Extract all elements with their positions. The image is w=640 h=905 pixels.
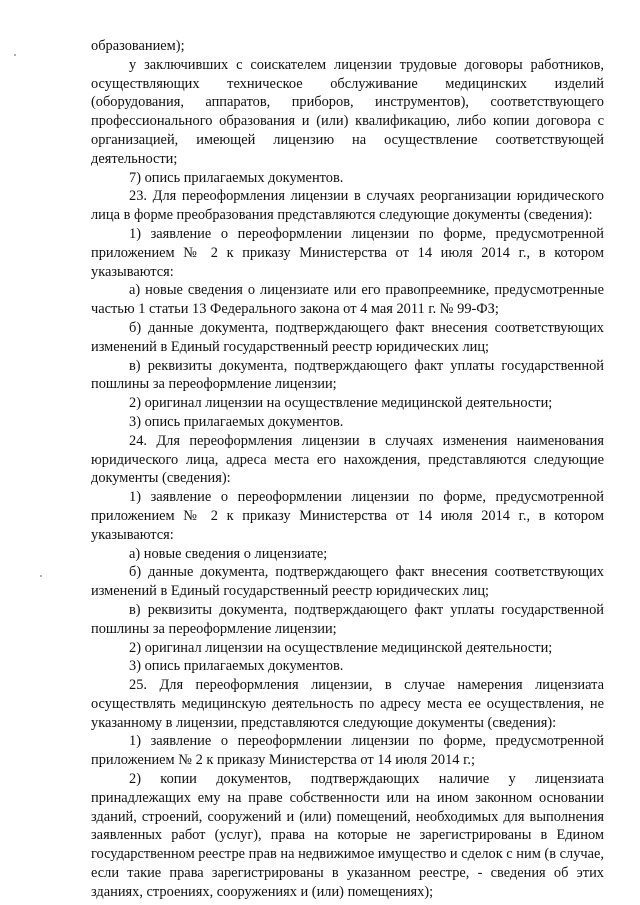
clause-23-item-1: 1) заявление о переоформлении лицензии по форме, предусмотренной приложением № 2 к приказу Министерства от 14 июля 2014 г., в котором указываются: [91, 225, 604, 280]
clause-23-item-1c: в) реквизиты документа, подтверждающего факт уплаты государственной пошлины за переоформление лицензии; [91, 357, 604, 393]
clause-25: 25. Для переоформления лицензии, в случае намерения лицензиата осуществлять медицинскую деятельность по адресу места ее осуществления, не указанному в лицензии, представляются следующие документы (сведения): [91, 677, 604, 731]
clause-25-item-2: 2) копии документов, подтверждающих наличие у лицензиата принадлежащих ему на праве собственности или на ином законном основании зданий, строений, сооружений и (или) помещений, необходимых для выполнения заявленных работ (услуг), права на которые не зарегистрированы в Едином государственном реестре прав на недвижимое имущество и сделок с ним (в случае, если такие права зарегистрированы в указанном реестре, - сведения об этих зданиях, строениях, сооружениях и (или) помещениях); [91, 771, 604, 900]
clause-24-item-1c: в) реквизиты документа, подтверждающего факт уплаты государственной пошлины за переоформление лицензии; [91, 601, 604, 637]
paragraph-inventory: 7) опись прилагаемых документов. [129, 169, 344, 186]
clause-24-item-1a: а) новые сведения о лицензиате; [129, 545, 328, 562]
clause-23: 23. Для переоформления лицензии в случаях реорганизации юридического лица в форме преобразования представляются следующие документы (сведения): [91, 188, 604, 224]
clause-24-item-2: 2) оригинал лицензии на осуществление медицинской деятельности; [129, 639, 553, 656]
paragraph-employees: у заключивших с соискателем лицензии трудовые договоры работников, осуществляющих техническое обслуживание медицинских изделий (оборудования, аппаратов, приборов, инструментов), соответствующего профессионального образования и (или) квалификацию, либо копии договора с организацией, имеющей лицензию на осуществление соответствующей деятельности; [91, 56, 604, 167]
clause-24-item-1: 1) заявление о переоформлении лицензии по форме, предусмотренной приложением № 2 к приказу Министерства от 14 июля 2014 г., в котором указываются: [91, 489, 604, 543]
paragraph-continuation: образованием); [91, 38, 185, 54]
document-body [91, 37, 604, 902]
clause-24: 24. Для переоформления лицензии в случаях изменения наименования юридического лица, адреса места его нахождения, представляются следующие документы (сведения): [91, 432, 604, 487]
clause-23-item-1a: а) новые сведения о лицензиате или его правопреемнике, предусмотренные частью 1 статьи 13 Федерального закона от 4 мая 2011 г. № 99-ФЗ; [91, 282, 604, 318]
clause-23-item-3: 3) опись прилагаемых документов. [129, 413, 344, 430]
clause-23-item-1b: б) данные документа, подтверждающего факт внесения соответствующих изменений в Единый государственный реестр юридических лиц; [91, 319, 604, 355]
clause-23-item-2: 2) оригинал лицензии на осуществление медицинской деятельности; [129, 395, 553, 412]
scan-speck [40, 575, 42, 577]
clause-25-item-1: 1) заявление о переоформлении лицензии по форме, предусмотренной приложением № 2 к приказу Министерства от 14 июля 2014 г.; [91, 733, 604, 769]
scan-speck [14, 54, 16, 56]
clause-24-item-3: 3) опись прилагаемых документов. [129, 658, 344, 675]
clause-24-item-1b: б) данные документа, подтверждающего факт внесения соответствующих изменений в Единый государственный реестр юридических лиц; [91, 564, 604, 600]
